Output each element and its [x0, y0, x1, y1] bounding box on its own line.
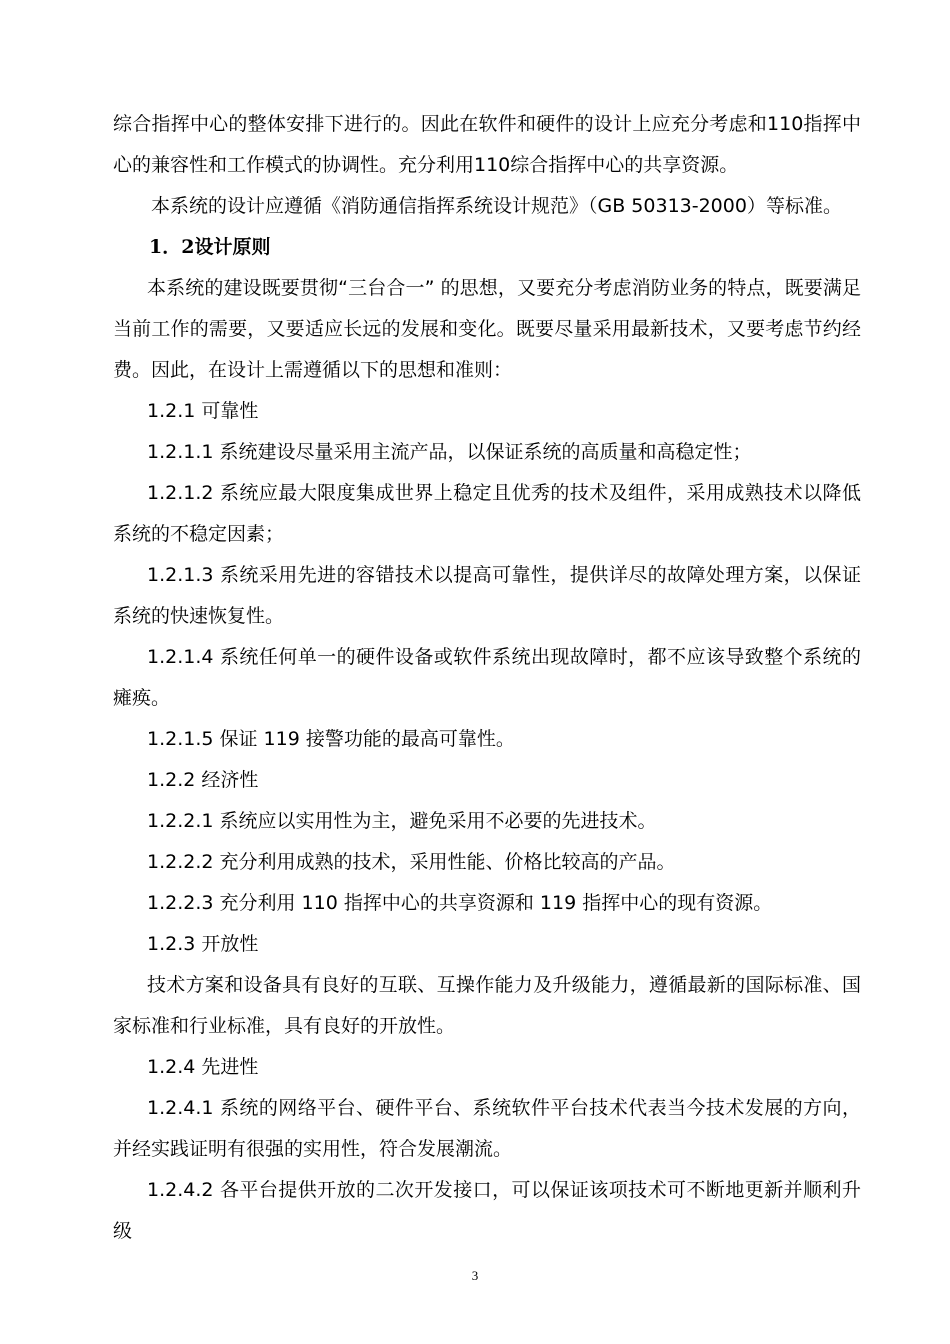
item-1-2-1-2: 1.2.1.2 系统应最大限度集成世界上稳定且优秀的技术及组件，采用成熟技术以降低系统的不稳定因素； — [113, 482, 861, 545]
paragraph-design-intro: 本系统的建设既要贯彻“三台合一” 的思想，又要充分考虑消防业务的特点，既要满足当前工作的需要，又要适应长远的发展和变化。既要尽量采用最新技术，又要考虑节约经费。因此，在设计上需遵循以下的思想和准则： — [113, 277, 861, 381]
item-1-2-2-1: 1.2.2.1 系统应以实用性为主，避免采用不必要的先进技术。 — [147, 810, 657, 832]
item-1-2-4-2: 1.2.4.2 各平台提供开放的二次开发接口，可以保证该项技术可不断地更新并顺利升级 — [113, 1179, 861, 1242]
item-1-2-1-3: 1.2.1.3 系统采用先进的容错技术以提高可靠性，提供详尽的故障处理方案，以保证系统的快速恢复性。 — [113, 564, 861, 627]
item-1-2-1-4: 1.2.1.4 系统任何单一的硬件设备或软件系统出现故障时，都不应该导致整个系统的瘫痪。 — [113, 646, 861, 709]
item-1-2-2-2: 1.2.2.2 充分利用成熟的技术，采用性能、价格比较高的产品。 — [147, 851, 676, 873]
subheading-economy: 1.2.2 经济性 — [147, 769, 259, 791]
item-1-2-1-5: 1.2.1.5 保证 119 接警功能的最高可靠性。 — [147, 728, 515, 750]
paragraph-standard-reference: 本系统的设计应遵循《消防通信指挥系统设计规范》（GB 50313-2000）等标准。 — [151, 195, 842, 217]
page-number: 3 — [471, 1268, 479, 1283]
document-body — [113, 104, 861, 1252]
section-heading-title: 设计原则 — [194, 236, 271, 258]
subheading-advancement: 1.2.4 先进性 — [147, 1056, 259, 1078]
paragraph-continuation: 综合指挥中心的整体安排下进行的。因此在软件和硬件的设计上应充分考虑和110指挥中心的兼容性和工作模式的协调性。充分利用110综合指挥中心的共享资源。 — [113, 113, 861, 176]
item-1-2-2-3: 1.2.2.3 充分利用 110 指挥中心的共享资源和 119 指挥中心的现有资源。 — [147, 892, 773, 914]
section-heading — [113, 227, 861, 268]
subheading-reliability: 1.2.1 可靠性 — [147, 400, 259, 422]
item-1-2-4-1: 1.2.4.1 系统的网络平台、硬件平台、系统软件平台技术代表当今技术发展的方向，并经实践证明有很强的实用性，符合发展潮流。 — [113, 1097, 861, 1160]
subheading-openness: 1.2.3 开放性 — [147, 933, 259, 955]
section-heading-number: 1．2 — [149, 236, 195, 258]
item-1-2-1-1: 1.2.1.1 系统建设尽量采用主流产品，以保证系统的高质量和高稳定性； — [147, 441, 752, 463]
paragraph-openness: 技术方案和设备具有良好的互联、互操作能力及升级能力，遵循最新的国际标准、国家标准和行业标准，具有良好的开放性。 — [113, 974, 861, 1037]
